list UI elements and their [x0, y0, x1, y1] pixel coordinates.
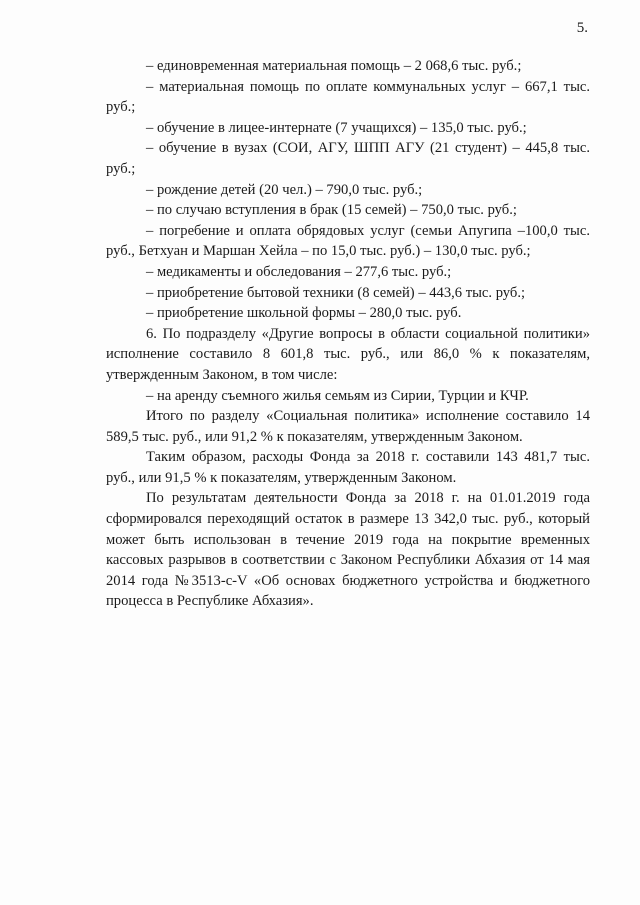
list-item: – обучение в лицее-интернате (7 учащихся) – 135,0 тыс. руб.;: [146, 119, 527, 136]
list-item: – приобретение школьной формы – 280,0 тыс. руб.: [146, 305, 462, 322]
section-total-paragraph: Итого по разделу «Социальная политика» исполнение составило 14 589,5 тыс. руб., или 91,2 % к показателям, утвержденным Законом.: [106, 408, 590, 445]
section-6-paragraph: 6. По подразделу «Другие вопросы в области социальной политики» исполнение составило 8 601,8 тыс. руб., или 86,0 % к показателям, утвержденным Законом, в том числе:: [106, 325, 590, 383]
list-item: – обучение в вузах (СОИ, АГУ, ШПП АГУ (21 студент) – 445,8 тыс. руб.;: [106, 140, 590, 177]
list-item: – погребение и оплата обрядовых услуг (семьи Апугипа –100,0 тыс. руб., Бетхуан и Маршан Хейла – по 15,0 тыс. руб.) – 130,0 тыс. руб.;: [106, 222, 590, 260]
fund-total-paragraph: Таким образом, расходы Фонда за 2018 г. составили 143 481,7 тыс. руб., или 91,5 % к показателям, утвержденным Законом.: [106, 449, 590, 486]
page-number: 5.: [576, 20, 588, 36]
list-item: – материальная помощь по оплате коммунальных услуг – 667,1 тыс. руб.;: [106, 78, 590, 116]
list-item: – рождение детей (20 чел.) – 790,0 тыс. руб.;: [146, 181, 423, 198]
document-body: [106, 56, 590, 612]
list-item: – по случаю вступления в брак (15 семей) – 750,0 тыс. руб.;: [146, 202, 517, 219]
list-item: – на аренду съемного жилья семьям из Сирии, Турции и КЧР.: [146, 387, 529, 404]
balance-paragraph: По результатам деятельности Фонда за 2018 г. на 01.01.2019 года сформировался переходящий остаток в размере 13 342,0 тыс. руб., который может быть использован в течение 2019 года на покрытие временных кассовых разрывов в соответствии с Законом Республики Абхазия от 14 мая 2014 года №3513-с-V «Об основах бюджетного устройства и бюджетного процесса в Республике Абхазия».: [106, 490, 590, 610]
list-item: – медикаменты и обследования – 277,6 тыс. руб.;: [146, 263, 452, 280]
list-item: – единовременная материальная помощь – 2 068,6 тыс. руб.;: [146, 58, 522, 74]
list-item: – приобретение бытовой техники (8 семей) – 443,6 тыс. руб.;: [146, 284, 526, 301]
